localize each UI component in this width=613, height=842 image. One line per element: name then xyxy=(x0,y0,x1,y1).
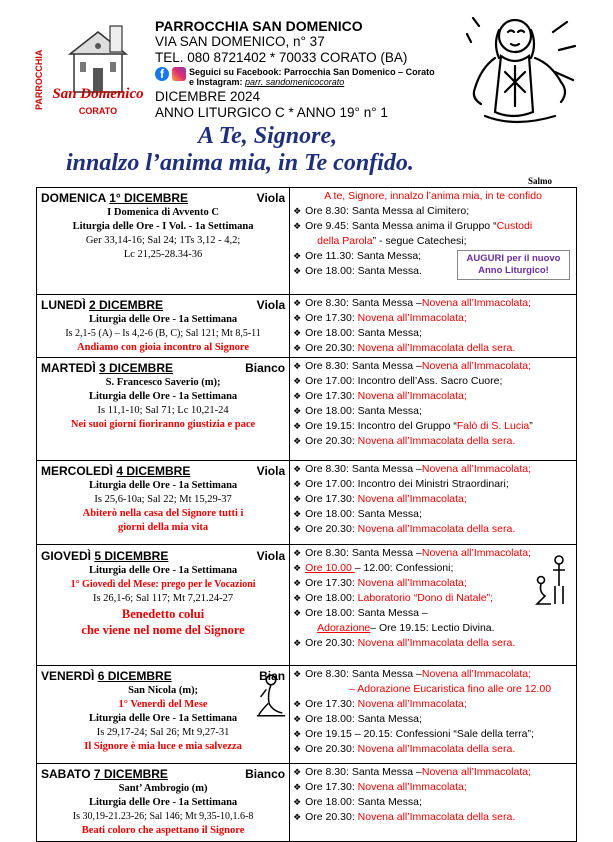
liturgy-line: Abiterò nella casa del Signore tutti i xyxy=(82,508,244,519)
event-highlight: Novena all’Immacolata della sera. xyxy=(357,636,516,649)
event-text: Santa Messa – xyxy=(351,668,422,680)
event-highlight: Novena all’Immacolata; xyxy=(421,668,532,680)
social-instagram-prefix: e Instagram: xyxy=(189,77,246,87)
event-highlight: Novena all’Immacolata; xyxy=(421,547,532,559)
bullet-icon: ❖ xyxy=(293,593,302,603)
day-events-cell xyxy=(290,358,577,461)
event-text: Santa Messa – xyxy=(351,297,422,309)
liturgy-line: Liturgia delle Ore - I Vol. - 1a Settimana xyxy=(72,221,254,232)
event-item xyxy=(293,667,573,682)
weekday: MARTEDÌ xyxy=(41,361,99,375)
bullet-icon: ❖ xyxy=(293,548,302,558)
event-highlight: Novena all’Immacolata; xyxy=(357,697,467,710)
event-item xyxy=(293,780,573,795)
social-facebook-text: Seguici su Facebook: Parrocchia San Domenico – Corato xyxy=(189,67,435,77)
weekday: LUNEDÌ xyxy=(41,298,89,312)
bullet-icon: ❖ xyxy=(293,767,302,777)
parish-phone: TEL. 080 8721402 * 70033 CORATO (BA) xyxy=(155,50,408,65)
day-row xyxy=(37,358,577,461)
event-text: Santa Messa anima il Gruppo “ xyxy=(351,219,497,232)
day-row xyxy=(37,666,577,764)
events-list xyxy=(293,462,573,537)
bullet-icon: ❖ xyxy=(293,782,302,792)
bullet-icon: ❖ xyxy=(293,563,302,573)
liturgical-color: Bian xyxy=(259,669,286,683)
event-tail: ” - segue Catechesi; xyxy=(372,234,467,247)
bullet-icon: ❖ xyxy=(293,812,302,822)
bullet-icon: ❖ xyxy=(293,250,302,261)
event-time: Ore 8.30: xyxy=(305,360,352,372)
event-time: Ore 8.30: xyxy=(305,547,352,559)
event-highlight: Novena all’Immacolata; xyxy=(357,577,467,589)
event-time: Ore 17.00: xyxy=(305,478,358,490)
logo-name: San Domenico xyxy=(52,86,144,102)
praying-figure-icon xyxy=(255,672,287,720)
event-time: Ore 19.15 xyxy=(305,727,355,740)
bullet-icon xyxy=(305,621,317,636)
liturgical-color: Viola xyxy=(256,298,286,312)
event-item xyxy=(293,419,573,434)
day-events-cell xyxy=(290,295,577,358)
event-time: Ore 10.00 xyxy=(305,562,355,574)
day-liturgy-cell xyxy=(37,188,290,295)
event-text: Santa Messa; xyxy=(357,712,422,725)
instagram-icon[interactable] xyxy=(172,67,186,81)
liturgy-line: 1° Venerdì del Mese xyxy=(118,699,208,710)
event-highlight: Novena all’Immacolata; xyxy=(421,297,532,309)
liturgy-line: Il Signore è mia luce e mia salvezza xyxy=(84,741,242,752)
event-text: Santa Messa; xyxy=(357,508,422,520)
event-item xyxy=(293,234,573,249)
event-item xyxy=(293,462,573,477)
event-highlight: Novena all’Immacolata della sera. xyxy=(357,742,516,755)
event-highlight: – Adorazione Eucaristica fino alle ore 12.00 xyxy=(349,683,552,695)
event-item xyxy=(293,341,573,356)
header xyxy=(0,0,613,185)
parish-info xyxy=(155,18,465,121)
bulletin-month: DICEMBRE 2024 xyxy=(155,89,261,104)
event-text: Santa Messa; xyxy=(357,405,422,417)
event-time: Ore 20.30: xyxy=(305,523,358,535)
event-item xyxy=(293,204,573,219)
bullet-icon: ❖ xyxy=(293,698,302,709)
bullet-icon: ❖ xyxy=(293,220,302,231)
day-name xyxy=(41,297,163,313)
day-liturgy-cell xyxy=(37,295,290,358)
day-date: 7 DICEMBRE xyxy=(93,767,168,781)
event-item xyxy=(293,477,573,492)
event-highlight: Novena all’Immacolata della sera. xyxy=(357,342,516,354)
event-item xyxy=(293,404,573,419)
event-text: – 12.00: Confessioni; xyxy=(354,562,454,574)
event-time: Ore 18.00: xyxy=(305,405,358,417)
event-item xyxy=(293,359,573,374)
event-text: Incontro del Gruppo “ xyxy=(357,420,457,432)
event-text: Santa Messa; xyxy=(357,796,422,808)
day-heading xyxy=(41,668,285,684)
new-year-greeting: AUGURI per il nuovo Anno Liturgico! xyxy=(457,250,570,280)
day-events-cell xyxy=(290,666,577,764)
event-time: Ore 19.15: xyxy=(305,420,358,432)
weekday: GIOVEDÌ xyxy=(41,549,95,563)
event-item xyxy=(293,326,573,341)
day-events-cell xyxy=(290,545,577,666)
event-item xyxy=(293,374,573,389)
day-date: 6 DICEMBRE xyxy=(97,669,172,683)
events-list xyxy=(293,359,573,449)
day-heading xyxy=(41,360,285,376)
weekday: DOMENICA xyxy=(41,191,110,205)
liturgy-line: S. Francesco Saverio (m); xyxy=(105,377,221,388)
event-time: Ore 8.30: xyxy=(305,668,352,680)
event-text: Incontro dell’Ass. Sacro Cuore; xyxy=(357,375,503,387)
day-liturgy-cell xyxy=(37,461,290,545)
day-name xyxy=(41,548,168,564)
bullet-icon: ❖ xyxy=(293,669,302,679)
liturgy-line: giorni della mia vita xyxy=(118,522,209,533)
bullet-icon: ❖ xyxy=(293,406,302,416)
event-text: Santa Messa – xyxy=(357,607,428,619)
liturgical-color: Viola xyxy=(256,464,286,478)
day-row xyxy=(37,188,577,295)
event-highlight: Novena all’Immacolata; xyxy=(421,463,532,475)
event-time: Ore 17.30: xyxy=(305,577,358,589)
weekday: MERCOLEDÌ xyxy=(41,464,117,478)
liturgical-color: Bianco xyxy=(245,767,286,781)
bullet-icon: ❖ xyxy=(293,313,302,323)
event-time: Ore 11.30: xyxy=(305,249,357,262)
bullet-icon: ❖ xyxy=(293,361,302,371)
day-name xyxy=(41,766,168,782)
event-highlight: Adorazione xyxy=(317,622,371,634)
bullet-icon: ❖ xyxy=(293,509,302,519)
event-time: Ore 18.00: xyxy=(305,712,358,725)
event-time: Ore 8.30: xyxy=(305,204,352,217)
bullet-icon xyxy=(337,682,349,697)
event-text: Santa Messa – xyxy=(351,463,422,475)
liturgy-line: Is 2,1-5 (A) – Is 4,2-6 (B, C); Sal 121; Mt 8,5-11 xyxy=(65,328,261,339)
event-time: Ore 17.30: xyxy=(305,312,358,324)
event-text: Santa Messa. xyxy=(357,264,422,277)
event-time: Ore 17.30: xyxy=(305,697,358,710)
bullet-icon: ❖ xyxy=(293,578,302,588)
bullet-icon: ❖ xyxy=(293,713,302,724)
events-list xyxy=(293,189,573,279)
event-text: Santa Messa; xyxy=(357,327,422,339)
event-item xyxy=(293,810,573,825)
liturgy-line: Liturgia delle Ore - 1a Settimana xyxy=(88,713,238,724)
day-row xyxy=(37,295,577,358)
liturgy-line: Liturgia delle Ore - 1a Settimana xyxy=(88,391,238,402)
event-time: Ore 9.45: xyxy=(305,219,352,232)
day-heading xyxy=(41,463,285,479)
liturgy-line: che viene nel nome del Signore xyxy=(81,623,245,637)
day-date: 3 DICEMBRE xyxy=(99,361,174,375)
day-liturgy-cell xyxy=(37,764,290,842)
bullet-icon: ❖ xyxy=(293,205,302,216)
bullet-icon: ❖ xyxy=(293,637,302,648)
event-text: Santa Messa al Cimitero; xyxy=(351,204,470,217)
event-highlight: Novena all’Immacolata; xyxy=(421,360,532,372)
event-item xyxy=(293,621,573,636)
day-events-cell xyxy=(290,764,577,842)
liturgy-line: Liturgia delle Ore - 1a Settimana xyxy=(88,480,238,491)
event-text: – 20.15: Confessioni “Sale della terra”; xyxy=(354,727,534,740)
title-line-2: innalzo l’anima mia, in Te confido. xyxy=(66,150,414,176)
event-item xyxy=(293,765,573,780)
event-item xyxy=(293,434,573,449)
day-liturgy-cell xyxy=(37,666,290,764)
day-heading xyxy=(41,548,285,564)
liturgy-line: Is 26,1-6; Sal 117; Mt 7,21.24-27 xyxy=(92,593,234,604)
event-text: Incontro dei Ministri Straordinari; xyxy=(357,478,509,490)
logo-vertical-text: PARROCCHIA xyxy=(34,49,44,111)
event-item xyxy=(293,296,573,311)
day-row xyxy=(37,461,577,545)
event-text: Santa Messa; xyxy=(356,249,422,262)
event-item xyxy=(293,697,573,712)
event-item xyxy=(293,219,573,234)
day-name xyxy=(41,463,190,479)
event-item xyxy=(293,492,573,507)
weekday: SABATO xyxy=(41,767,94,781)
event-time: Ore 17.30: xyxy=(305,390,358,402)
event-time: Ore 20.30: xyxy=(305,811,358,823)
day-name xyxy=(41,190,188,206)
bullet-icon: ❖ xyxy=(293,608,302,618)
event-text: Santa Messa – xyxy=(351,360,422,372)
liturgy-line: Beati coloro che aspettano il Signore xyxy=(81,825,245,836)
liturgy-line: Is 25,6-10a; Sal 22; Mt 15,29-37 xyxy=(94,494,232,505)
bullet-icon xyxy=(305,234,317,249)
event-highlight: della Parola xyxy=(317,234,373,247)
day-heading xyxy=(41,190,285,206)
event-time: Ore 17.00: xyxy=(305,375,358,387)
event-highlight: Custodi xyxy=(496,219,533,232)
event-time: Ore 18.00: xyxy=(305,264,358,277)
day-name xyxy=(41,668,172,684)
liturgy-line: Is 30,19-21.23-26; Sal 146; Mt 9,35-10,1.6-8 xyxy=(72,811,254,822)
bullet-icon: ❖ xyxy=(293,391,302,401)
event-highlight: Novena all’Immacolata; xyxy=(357,312,467,324)
liturgy-line: Ger 33,14-16; Sal 24; 1Ts 3,12 - 4,2; xyxy=(85,235,241,246)
liturgy-line: Nei suoi giorni fioriranno giustizia e pace xyxy=(70,419,256,430)
liturgy-line: Is 11,1-10; Sal 71; Lc 10,21-24 xyxy=(97,405,229,416)
title-source: Salmo xyxy=(528,176,553,186)
day-date: 4 DICEMBRE xyxy=(116,464,191,478)
event-highlight: Falò di S. Lucia xyxy=(456,420,530,432)
event-item xyxy=(293,712,573,727)
event-time: Ore 20.30: xyxy=(305,435,358,447)
event-highlight: Novena all’Immacolata; xyxy=(357,390,467,402)
liturgy-line: Liturgia delle Ore - 1a Settimana xyxy=(88,565,238,576)
day-name xyxy=(41,360,173,376)
event-time: Ore 17.30: xyxy=(305,493,358,505)
event-time: Ore 18.00: xyxy=(305,508,358,520)
event-highlight: Novena all’Immacolata della sera. xyxy=(357,811,516,823)
event-time: Ore 8.30: xyxy=(305,297,352,309)
liturgy-line: San Nicola (m); xyxy=(128,685,199,696)
weekday: VENERDÌ xyxy=(41,669,98,683)
bullet-icon: ❖ xyxy=(293,298,302,308)
bullet-icon: ❖ xyxy=(293,743,302,754)
day-row xyxy=(37,545,577,666)
day-date: 5 DICEMBRE xyxy=(94,549,169,563)
liturgy-line: 1° Giovedì del Mese: prego per le Vocazioni xyxy=(70,579,256,590)
liturgy-line: Liturgia delle Ore - 1a Settimana xyxy=(88,797,238,808)
day-date: 2 DICEMBRE xyxy=(89,298,164,312)
event-item xyxy=(293,507,573,522)
event-time: Ore 17.30: xyxy=(305,781,358,793)
confession-illustration-icon xyxy=(531,550,571,610)
events-list xyxy=(293,296,573,356)
liturgy-line: Sant’ Ambrogio (m) xyxy=(118,783,208,794)
event-item xyxy=(293,682,573,697)
event-item xyxy=(293,742,573,757)
event-text: Santa Messa – xyxy=(351,766,422,778)
event-time: Ore 18.00: xyxy=(305,592,358,604)
social-text xyxy=(189,67,435,87)
bullet-icon: ❖ xyxy=(293,343,302,353)
title-line-1: A Te, Signore, xyxy=(198,123,338,149)
jesus-illustration-icon xyxy=(465,12,577,130)
event-time: Ore 18.00: xyxy=(305,327,358,339)
bullet-icon: ❖ xyxy=(293,436,302,446)
event-highlight: Novena all’Immacolata della sera. xyxy=(357,523,516,535)
event-item xyxy=(293,311,573,326)
liturgy-line: Lc 21,25-28.34-36 xyxy=(123,249,203,260)
event-tail: – Ore 19.15: Lectio Divina. xyxy=(370,622,495,634)
bullet-icon: ❖ xyxy=(293,421,302,431)
event-time: Ore 8.30: xyxy=(305,463,352,475)
bullet-icon: ❖ xyxy=(293,728,302,739)
day-heading xyxy=(41,766,285,782)
event-time: Ore 20.30: xyxy=(305,342,358,354)
liturgical-color: Viola xyxy=(256,549,286,563)
parish-logo xyxy=(34,22,148,122)
event-highlight: Novena all’Immacolata; xyxy=(357,493,467,505)
event-item xyxy=(293,389,573,404)
bullet-icon: ❖ xyxy=(293,376,302,386)
parish-name: PARROCCHIA SAN DOMENICO xyxy=(155,18,363,34)
bullet-icon: ❖ xyxy=(293,479,302,489)
event-text: Santa Messa – xyxy=(351,547,422,559)
event-item xyxy=(293,522,573,537)
weekly-calendar xyxy=(36,187,577,842)
parish-address: VIA SAN DOMENICO, n° 37 xyxy=(155,34,325,49)
bullet-icon: ❖ xyxy=(293,464,302,474)
logo-city: CORATO xyxy=(78,106,118,116)
event-time: Ore 8.30: xyxy=(305,766,352,778)
event-highlight: Novena all’Immacolata; xyxy=(421,766,532,778)
event-item xyxy=(293,636,573,651)
event-time: Ore 18.00: xyxy=(305,796,358,808)
day-events-cell xyxy=(290,188,577,295)
bullet-icon: ❖ xyxy=(293,328,302,338)
event-time: Ore 18.00: xyxy=(305,607,358,619)
social-links xyxy=(155,67,465,89)
day-liturgy-cell xyxy=(37,358,290,461)
event-time: Ore 20.30: xyxy=(305,636,358,649)
facebook-icon[interactable]: f xyxy=(155,67,169,81)
instagram-handle-link[interactable]: parr. sandomenicocorato xyxy=(245,77,345,87)
day-row xyxy=(37,764,577,842)
day-events-cell xyxy=(290,461,577,545)
liturgy-line: Benedetto colui xyxy=(121,607,205,621)
liturgy-line: I Domenica di Avvento C xyxy=(107,207,219,218)
liturgy-line: Andiamo con gioia incontro al Signore xyxy=(77,342,250,353)
events-list xyxy=(293,667,573,757)
liturgy-line: Is 29,17-24; Sal 26; Mt 9,27-31 xyxy=(96,727,230,738)
event-tail: ” xyxy=(529,420,533,432)
events-list xyxy=(293,765,573,825)
bullet-icon: ❖ xyxy=(293,265,302,276)
day-liturgy-cell xyxy=(37,545,290,666)
bulletin-year: ANNO LITURGICO C * ANNO 19° n° 1 xyxy=(155,105,388,120)
event-item xyxy=(293,795,573,810)
event-highlight: Laboratorio “Dono di Natale”; xyxy=(357,592,494,604)
events-list xyxy=(293,546,573,651)
event-highlight: Novena all’Immacolata della sera. xyxy=(357,435,516,447)
event-highlight: Novena all’Immacolata; xyxy=(357,781,467,793)
sunday-antiphon: A te, Signore, innalzo l’anima mia, in te confido xyxy=(324,190,542,202)
event-time: Ore 20.30: xyxy=(305,742,358,755)
day-date: 1° DICEMBRE xyxy=(109,191,189,205)
bullet-icon: ❖ xyxy=(293,797,302,807)
liturgical-color: Bianco xyxy=(245,361,286,375)
liturgy-line: Liturgia delle Ore - 1a Settimana xyxy=(88,314,238,325)
event-item xyxy=(293,727,573,742)
day-heading xyxy=(41,297,285,313)
bullet-icon: ❖ xyxy=(293,524,302,534)
bullet-icon: ❖ xyxy=(293,494,302,504)
liturgical-color: Viola xyxy=(256,191,286,205)
